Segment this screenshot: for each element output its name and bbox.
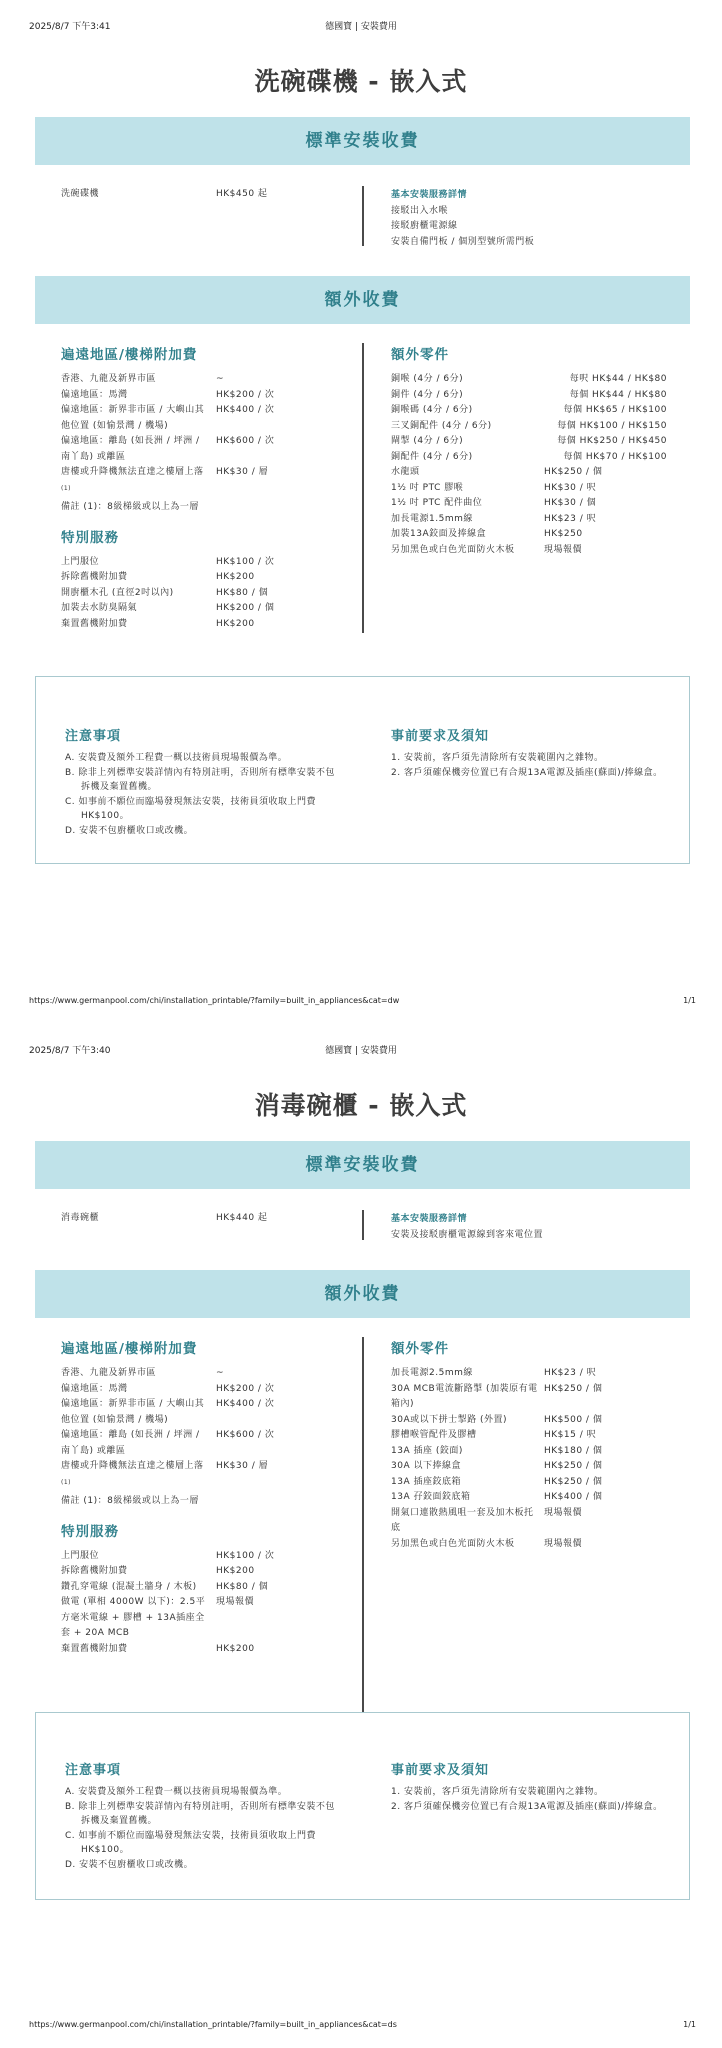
notice-title: 注意事項 xyxy=(65,729,122,744)
table-row: 30A MCB電流斷路掣 (加裝原有電箱內) HK$250 / 個 xyxy=(391,1383,603,1409)
footnote-mark: (1) xyxy=(61,1478,71,1486)
notice-list xyxy=(65,751,335,838)
list-item: 1. 安裝前，客戶須先清除所有安裝範圍內之雜物。 xyxy=(391,1787,604,1797)
table-row: 13A 插座 (鉸面) HK$180 / 個 xyxy=(391,1445,603,1456)
list-item: A. 安裝費及額外工程費一概以技術員現場報價為準。 xyxy=(65,753,288,763)
table-row: 銅配件 (4分 / 6分) 每個 HK$70 / HK$100 xyxy=(391,451,667,462)
print-site-title: 德國寶 | 安裝費用 xyxy=(325,22,397,32)
table-row: 13A 孖鉸面鉸底箱 HK$400 / 個 xyxy=(391,1492,603,1502)
remote-surcharge-title: 遍遠地區/樓梯附加費 xyxy=(61,347,198,363)
list-item: C. 如事前不願位而臨場發現無法安裝，技術員須收取上門費HK$100。 xyxy=(65,796,317,821)
basic-service-line: 接駁廚櫃電源線 xyxy=(391,221,458,231)
table-row: 鑽孔穿電線 (混凝土牆身 / 木板) HK$80 / 個 xyxy=(61,1581,269,1592)
extra-parts-section xyxy=(391,1337,691,1552)
table-row: 另加黑色或白色光面防火木板 現場報價 xyxy=(391,1538,583,1549)
basic-service-details xyxy=(391,1212,681,1243)
table-row: 備註 (1)：8級梯級或以上為一層 xyxy=(61,1496,199,1506)
divider xyxy=(362,1337,364,1713)
list-item: D. 安裝不包廚櫃收口或改機。 xyxy=(65,1859,194,1870)
footnote-mark: (1) xyxy=(61,484,71,492)
table-row: 開廚櫃木孔 (直徑2吋以內) HK$80 / 個 xyxy=(61,587,269,598)
list-item: A. 安裝費及額外工程費一概以技術員現場報價為準。 xyxy=(65,1787,288,1797)
table-row: 銅件 (4分 / 6分) 每個 HK$44 / HK$80 xyxy=(391,389,667,400)
extra-parts-section xyxy=(391,343,691,558)
page-title: 消毒碗櫃 - 嵌入式 xyxy=(254,1091,468,1120)
table-row: 香港、九龍及新界市區 ~ xyxy=(61,1368,225,1378)
table-row: 偏遠地區：馬灣 HK$200 / 次 xyxy=(61,389,275,400)
divider xyxy=(362,343,364,633)
notice-list xyxy=(65,1785,335,1872)
table-row: 上門服位 HK$100 / 次 xyxy=(61,1550,275,1561)
table-row: 偏遠地區：離島 (如長洲 / 坪洲 / 南丫島) 或離區 HK$600 / 次 xyxy=(61,1430,275,1456)
standard-fee-band: 標準安裝收費 xyxy=(35,117,690,165)
extra-parts-title: 額外零件 xyxy=(391,347,449,363)
table-row: 唐樓或升降機無法直達之樓層上落 $^{(1)}$ HK$30 / 層 xyxy=(61,1461,269,1486)
print-site-title: 德國寶 | 安裝費用 xyxy=(325,1046,397,1056)
list-item: B. 除非上列標準安裝詳情內有特別註明，否則所有標準安裝不包拆機及棄置舊機。 xyxy=(65,767,335,792)
extra-fee-band: 額外收費 xyxy=(35,1270,690,1318)
remote-surcharge-section xyxy=(61,1337,301,1657)
table-row: 偏遠地區：離島 (如長洲 / 坪洲 / 南丫島) 或離區 HK$600 / 次 xyxy=(61,436,275,462)
table-row: 做電 (單相 4000W 以下)：2.5平方毫米電線 + 膠槽 + 13A插座全套 + 20A MCB 現場報價 xyxy=(61,1597,255,1638)
table-row: 13A 插座鉸底箱 HK$250 / 個 xyxy=(391,1476,603,1487)
table-row: 加裝去水防臭隔氣 HK$200 / 個 xyxy=(61,603,275,613)
list-item: C. 如事前不願位而臨場發現無法安裝，技術員須收取上門費HK$100。 xyxy=(65,1830,317,1855)
table-row: 膠槽喉管配件及膠槽 HK$15 / 呎 xyxy=(391,1430,597,1440)
page-number: 1/1 xyxy=(683,2020,696,2029)
table-row: 上門服位 HK$100 / 次 xyxy=(61,556,275,567)
page-dish-sterilizer xyxy=(0,1024,722,2048)
standard-price: HK$440 起 xyxy=(216,1213,268,1223)
list-item: 2. 客戶須確保機旁位置已有合規13A電源及插座(蘇面)/捧線盒。 xyxy=(391,767,663,778)
footer-url: https://www.germanpool.com/chi/installation_printable/?family=built_in_appliances&cat=dw xyxy=(29,996,400,1005)
basic-service-title: 基本安裝服務詳情 xyxy=(391,190,468,200)
notice-box xyxy=(35,676,690,864)
table-row: 三叉銅配件 (4分 / 6分) 每個 HK$100 / HK$150 xyxy=(391,420,667,431)
table-row: 棄置舊機附加費 HK$200 xyxy=(61,618,255,629)
divider xyxy=(362,186,364,246)
standard-item: 洗碗碟機 xyxy=(61,189,100,199)
table-row: 30A或以下拼士掣路 (外置) HK$500 / 個 xyxy=(391,1414,603,1425)
table-row: 銅喉碼 (4分 / 6分) 每個 HK$65 / HK$100 xyxy=(391,405,667,415)
table-row: 水龍頭 HK$250 / 個 xyxy=(391,467,603,477)
basic-service-line: 安裝及接駁廚櫃電源線到客來電位置 xyxy=(391,1229,544,1240)
special-service-title: 特別服務 xyxy=(61,1523,119,1540)
remote-surcharge-section xyxy=(61,343,301,632)
basic-service-title: 基本安裝服務詳情 xyxy=(391,1214,468,1224)
pre-requirements-title: 事前要求及須知 xyxy=(391,729,490,744)
basic-service-line: 接駁出入水喉 xyxy=(391,205,449,216)
pre-requirements-title: 事前要求及須知 xyxy=(391,1763,490,1778)
table-row: 棄置舊機附加費 HK$200 xyxy=(61,1643,255,1654)
print-date: 2025/8/7 下午3:40 xyxy=(29,1046,111,1056)
list-item: D. 安裝不包廚櫃收口或改機。 xyxy=(65,825,194,836)
table-row: 加長電源2.5mm線 HK$23 / 呎 xyxy=(391,1368,597,1378)
table-row: 30A 以下捧線盒 HK$250 / 個 xyxy=(391,1461,603,1471)
standard-fee-row xyxy=(61,187,291,203)
basic-service-line: 安裝自備門板 / 個別型號所需門板 xyxy=(391,236,535,247)
table-row: 開氣口連散熱風咀一套及加木板托底 現場報價 xyxy=(391,1507,583,1533)
table-row: 另加黑色或白色光面防火木板 現場報價 xyxy=(391,544,583,555)
table-row: 銅喉 (4分 / 6分) 每呎 HK$44 / HK$80 xyxy=(391,374,667,384)
table-row: 拆除舊機附加費 HK$200 xyxy=(61,1566,255,1576)
extra-fee-band: 額外收費 xyxy=(35,276,690,324)
notice-box xyxy=(35,1712,690,1900)
pre-requirements-list xyxy=(391,1785,671,1814)
divider xyxy=(362,1210,364,1240)
table-row: 備註 (1)：8級梯級或以上為一層 xyxy=(61,502,199,512)
pre-requirements-list xyxy=(391,751,671,780)
standard-fee-row xyxy=(61,1211,291,1227)
table-row: 1½ 吋 PTC 膠喉 HK$30 / 呎 xyxy=(391,482,597,493)
table-row: 香港、九龍及新界市區 ~ xyxy=(61,374,225,384)
remote-surcharge-title: 遍遠地區/樓梯附加費 xyxy=(61,1341,198,1357)
standard-item: 消毒碗櫃 xyxy=(61,1213,100,1223)
list-item: B. 除非上列標準安裝詳情內有特別註明，否則所有標準安裝不包拆機及棄置舊機。 xyxy=(65,1801,335,1826)
footer-url: https://www.germanpool.com/chi/installation_printable/?family=built_in_appliances&cat=ds xyxy=(29,2020,397,2029)
table-row: 偏遠地區：新界非市區 / 大嶼山其他位置 (如愉景灣 / 機場) HK$400 / 次 xyxy=(61,405,275,431)
table-row: 閘掣 (4分 / 6分) 每個 HK$250 / HK$450 xyxy=(391,436,667,446)
print-header xyxy=(0,19,722,33)
print-header xyxy=(0,1043,722,1057)
table-row: 唐樓或升降機無法直達之樓層上落 $^{(1)}$ HK$30 / 層 xyxy=(61,467,269,492)
extra-parts-title: 額外零件 xyxy=(391,1341,449,1357)
notice-title: 注意事項 xyxy=(65,1763,122,1778)
list-item: 1. 安裝前，客戶須先清除所有安裝範圍內之雜物。 xyxy=(391,753,604,763)
table-row: 拆除舊機附加費 HK$200 xyxy=(61,572,255,582)
basic-service-details xyxy=(391,188,681,250)
standard-fee-band: 標準安裝收費 xyxy=(35,1141,690,1189)
table-row: 1½ 吋 PTC 配件曲位 HK$30 / 個 xyxy=(391,498,597,508)
special-service-title: 特別服務 xyxy=(61,529,119,546)
table-row: 加裝13A鉸面及捧線盒 HK$250 xyxy=(391,529,583,539)
list-item: 2. 客戶須確保機旁位置已有合規13A電源及插座(蘇面)/捧線盒。 xyxy=(391,1801,663,1812)
page-number: 1/1 xyxy=(683,996,696,1005)
print-date: 2025/8/7 下午3:41 xyxy=(29,22,111,32)
table-row: 偏遠地區：馬灣 HK$200 / 次 xyxy=(61,1383,275,1394)
standard-price: HK$450 起 xyxy=(216,189,268,199)
table-row: 偏遠地區：新界非市區 / 大嶼山其他位置 (如愉景灣 / 機場) HK$400 / 次 xyxy=(61,1399,275,1425)
page-title: 洗碗碟機 - 嵌入式 xyxy=(254,67,468,96)
table-row: 加長電源1.5mm線 HK$23 / 呎 xyxy=(391,513,597,524)
